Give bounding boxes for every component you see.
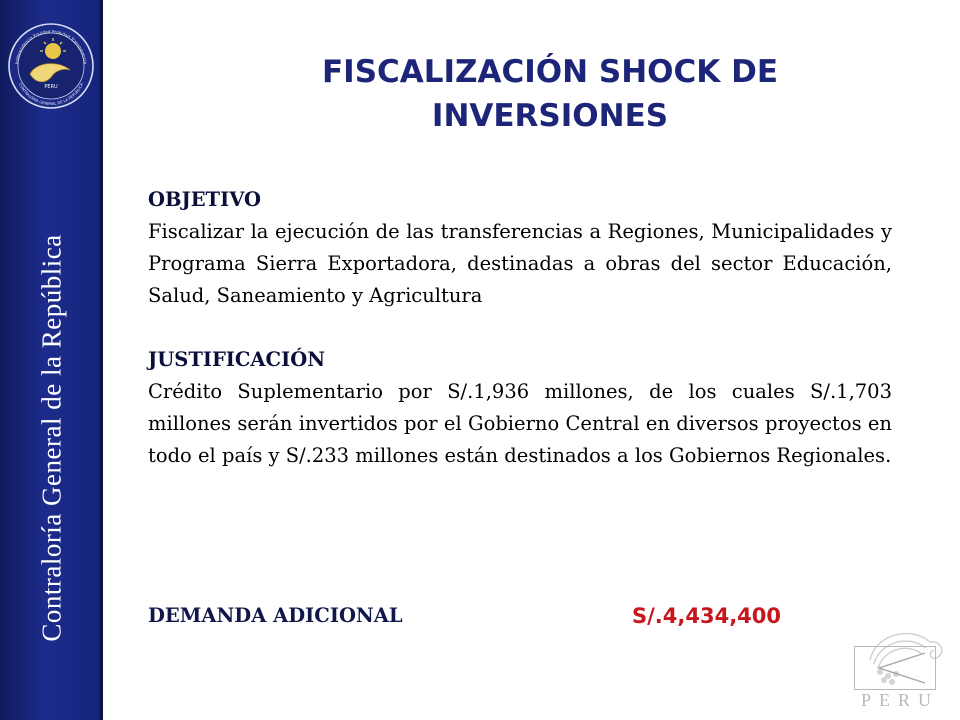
sidebar-edge [100,0,103,720]
title-line-2: INVERSIONES [431,98,669,134]
page-title [150,50,950,138]
svg-text:PERU: PERU [44,84,58,90]
peru-brand-text: PERU [860,690,939,710]
svg-text:Independencia Equidad Probid: Independencia Equidad Probidad Transparencia [14,28,88,65]
slide-content [148,184,892,472]
demand-row [148,600,892,632]
justification-text: Crédito Suplementario por S/.1,936 millones, de los cuales S/.1,703 millones serán invertidos por el Gobierno Central en diversos proyectos en todo el país y S/.233 millones están destinados a los Gobiernos Regionales. [148,380,892,467]
objective-text: Fiscalizar la ejecución de las transferencias a Regiones, Municipalidades y Programa Sierra Exportadora, destinadas a obras del sector Educación, Salud, Saneamiento y Agricultura [148,220,892,307]
svg-text:CONTRALORIA GENERAL DE LA REPU: CONTRALORIA GENERAL DE LA REPUBLICA [17,82,85,107]
contraloria-seal-logo [6,14,96,126]
demand-value: S/.4,434,400 [632,604,782,628]
demand-label: DEMANDA ADICIONAL [148,604,403,627]
title-line-1: FISCALIZACIÓN SHOCK DE [321,54,778,90]
back-arrow-icon [855,647,935,689]
justification-heading: JUSTIFICACIÓN [148,348,326,371]
objective-heading: OBJETIVO [148,188,261,211]
previous-slide-button[interactable] [854,646,936,690]
sidebar-vertical-title: Contraloría General de la República [36,234,67,642]
